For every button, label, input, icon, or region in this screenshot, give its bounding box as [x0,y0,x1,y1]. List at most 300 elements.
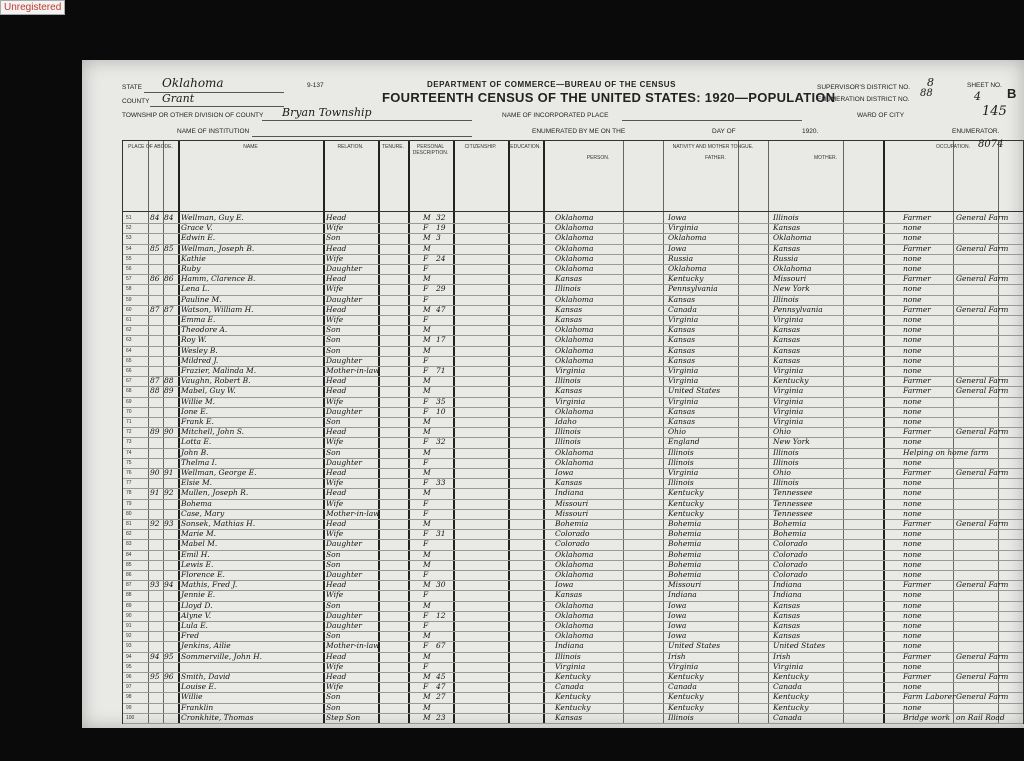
cell-occ: none [903,264,922,273]
cell-mbirth: Virginia [773,661,804,671]
cell-fam: 88 [164,376,174,386]
cell-name: Mildred J. [181,355,219,365]
cell-age: 45 [436,672,446,681]
row-number: 76 [126,470,132,476]
cell-ind: General Farm [956,580,1009,590]
cell-sex: M [423,325,431,335]
enumerator-label: ENUMERATOR. [952,128,1000,135]
row-number: 62 [126,327,132,334]
cell-fam: 90 [164,427,174,437]
cell-fbirth: Kansas [668,355,696,365]
sheet-label: SHEET NO. [967,82,1002,89]
cell-sex: F [423,539,429,549]
cell-name: Willie [181,692,203,702]
cell-sex: F [423,294,429,304]
cell-fbirth: Illinois [668,447,694,457]
cell-birth: Oklahoma [555,549,594,559]
cell-birth: Missouri [555,508,589,518]
census-title: FOURTEENTH CENSUS OF THE UNITED STATES: 1920—POPULATION [382,90,836,105]
row-number: 60 [126,306,132,313]
cell-mbirth: Bohemia [773,529,807,539]
cell-sex: M [423,447,431,457]
cell-sex: F [423,315,429,324]
row-number: 69 [126,398,132,405]
section-mother: MOTHER. [813,155,838,161]
cell-ind: General Farm [956,386,1009,396]
row-number: 72 [126,429,132,436]
cell-fbirth: Virginia [668,223,699,233]
cell-ind: General Farm [956,274,1009,284]
cell-name: Sonsek, Mathias H. [181,519,256,528]
row-number: 97 [126,684,132,691]
cell-dw: 84 [150,213,160,222]
cell-rel: Son [326,325,341,335]
cell-fbirth: Illinois [668,457,694,467]
cell-rel: Wife [326,284,344,294]
cell-rel: Head [326,488,347,498]
cell-sex: M [423,335,431,345]
cell-occ: none [903,570,922,579]
cell-name: Emil H. [181,549,210,559]
cell-mbirth: Tennessee [773,488,813,498]
census-sheet [82,60,1024,728]
cell-mbirth: Kentucky [773,702,809,712]
cell-birth: Bohemia [555,519,589,528]
cell-birth: Oklahoma [555,447,594,457]
cell-fbirth: Iowa [668,213,687,222]
cell-fbirth: Virginia [668,396,699,406]
census-grid [122,140,1024,724]
cell-mbirth: Colorado [773,570,808,579]
cell-occ: Farm Laborer [903,692,956,702]
cell-fam: 89 [164,386,174,396]
cell-occ: none [903,355,922,365]
cell-occ: none [903,325,922,335]
cell-age: 10 [436,406,446,416]
cell-fbirth: Virginia [668,315,699,324]
cell-fbirth: Ohio [668,427,686,437]
cell-rel: Wife [326,590,344,600]
cell-occ: none [903,559,922,569]
cell-sex: M [423,559,431,569]
row-number: 61 [126,317,132,323]
cell-birth: Iowa [555,580,574,590]
cell-mbirth: Kentucky [773,672,809,681]
cell-ind: General Farm [956,651,1009,661]
cell-fbirth: Iowa [668,600,687,610]
cell-fbirth: Oklahoma [668,233,707,243]
row-number: 82 [126,531,132,538]
cell-mbirth: Illinois [773,294,799,304]
cell-sex: M [423,549,431,559]
cell-age: 23 [436,712,446,722]
cell-mbirth: United States [773,641,826,651]
cell-ind: General Farm [956,672,1009,681]
cell-mbirth: Kansas [773,600,801,610]
cell-rel: Head [326,468,347,477]
cell-fbirth: Missouri [668,580,702,590]
row-number: 63 [126,337,132,344]
cell-rel: Wife [326,315,344,324]
row-number: 93 [126,643,132,650]
cell-mbirth: Virginia [773,366,804,375]
row-number: 75 [126,459,132,466]
cell-occ: none [903,682,922,692]
cell-sex: F [423,498,429,508]
cell-occ: Bridge work [903,712,950,722]
cell-mbirth: Kansas [773,335,801,345]
cell-sex: F [423,478,429,488]
cell-dw: 86 [150,274,160,284]
cell-sex: F [423,610,429,620]
cell-fbirth: United States [668,641,721,651]
cell-name: Pauline M. [181,294,222,304]
cell-mbirth: Kentucky [773,376,809,386]
cell-name: Mabel, Guy W. [181,386,236,396]
cell-name: Ruby [181,264,201,273]
cell-birth: Kansas [555,590,583,600]
cell-fam: 95 [164,651,174,661]
page-stamp: 145 [982,104,1007,119]
cell-sex: F [423,355,429,365]
cell-sex: M [423,345,431,355]
cell-fbirth: Iowa [668,610,687,620]
cell-mbirth: Illinois [773,447,799,457]
cell-occ: none [903,233,922,243]
section-name: NAME [243,144,258,150]
cell-birth: Oklahoma [555,294,594,304]
cell-name: Emma E. [181,315,216,324]
row-number: 85 [126,561,132,568]
cell-sex: M [423,417,431,426]
cell-birth: Indiana [555,488,584,498]
cell-mbirth: Kansas [773,345,801,355]
cell-rel: Son [326,559,341,569]
row-number: 65 [126,357,132,364]
section-father: FATHER. [705,155,726,161]
cell-fam: 84 [164,213,174,222]
row-number: 94 [126,653,132,660]
supervisor-value: 8 [927,76,934,89]
cell-name: Jennie E. [181,590,216,600]
cell-birth: Virginia [555,396,586,406]
cell-occ: Farmer [903,580,931,590]
cell-birth: Kansas [555,315,583,324]
cell-occ: none [903,702,922,712]
cell-age: 27 [436,692,446,702]
cell-occ: Helping on home farm [903,447,989,457]
cell-sex: F [423,264,429,273]
institution-label: NAME OF INSTITUTION [177,128,250,135]
cell-name: Jenkins, Ailie [181,641,231,651]
cell-sex: M [423,600,431,610]
incorporated-label: NAME OF INCORPORATED PLACE [502,112,609,119]
row-number: 55 [126,255,132,262]
cell-name: Alyne V. [181,610,212,620]
cell-sex: F [423,641,429,651]
cell-ind: General Farm [956,427,1009,437]
cell-birth: Indiana [555,641,584,651]
cell-sex: M [423,702,431,712]
cell-sex: M [423,712,431,722]
cell-fbirth: Kansas [668,417,696,426]
cell-rel: Son [326,335,341,345]
section-citizenship: CITIZENSHIP. [464,144,497,150]
cell-name: Hamm, Clarence B. [181,274,256,284]
cell-mbirth: Kansas [773,223,801,233]
cell-sex: M [423,672,431,681]
row-number: 52 [126,225,132,232]
row-number: 54 [126,245,132,252]
cell-name: Florence E. [181,570,225,579]
cell-age: 24 [436,253,446,263]
cell-occ: none [903,406,922,416]
cell-fbirth: Iowa [668,631,687,641]
row-number: 81 [126,521,132,527]
section-place: PLACE OF ABODE. [128,144,173,150]
cell-birth: Oklahoma [555,345,594,355]
cell-rel: Wife [326,682,344,692]
cell-name: Wellman, George E. [181,468,257,477]
cell-mbirth: Virginia [773,315,804,324]
cell-dw: 94 [150,651,160,661]
cell-fbirth: Bohemia [668,549,702,559]
cell-fbirth: Canada [668,304,697,314]
cell-birth: Virginia [555,661,586,671]
cell-sex: F [423,406,429,416]
cell-ind: General Farm [956,692,1009,702]
cell-name: Lena L. [181,284,210,294]
section-tenure: TENURE. [382,144,404,150]
cell-fbirth: Kentucky [668,508,704,518]
row-number: 92 [126,633,132,640]
section-relation: RELATION. [337,144,364,150]
cell-birth: Oklahoma [555,233,594,243]
enumeration-label: ENUMERATION DISTRICT NO. [817,96,910,103]
cell-birth: Oklahoma [555,570,594,579]
cell-rel: Daughter [326,264,362,273]
sheet-letter: B [1007,86,1017,101]
cell-fbirth: Iowa [668,621,687,630]
cell-fbirth: Bohemia [668,559,702,569]
cell-name: Franklin [181,702,214,712]
cell-fam: 94 [164,580,174,590]
state-label: STATE [122,84,142,91]
cell-mbirth: Illinois [773,478,799,488]
cell-rel: Head [326,243,347,253]
form-number: 9-137 [307,82,324,89]
cell-dw: 90 [150,468,160,477]
cell-dw: 87 [150,376,160,386]
supervisor-label: SUPERVISOR'S DISTRICT NO. [817,84,911,91]
cell-occ: none [903,366,922,375]
row-number: 66 [126,368,132,374]
cell-name: Thelma I. [181,457,217,467]
cell-sex: F [423,284,429,294]
cell-name: John B. [181,447,209,457]
row-number: 64 [126,347,132,354]
cell-fbirth: Kentucky [668,702,704,712]
cell-birth: Virginia [555,366,586,375]
cell-dw: 95 [150,672,160,681]
cell-sex: F [423,682,429,692]
cell-mbirth: Virginia [773,396,804,406]
cell-name: Edwin E. [181,233,216,243]
cell-occ: Farmer [903,672,931,681]
cell-name: Wellman, Joseph B. [181,243,255,253]
cell-birth: Oklahoma [555,457,594,467]
cell-sex: M [423,488,431,498]
cell-birth: Kentucky [555,672,591,681]
cell-fbirth: Virginia [668,366,699,375]
cell-age: 33 [436,478,446,488]
cell-sex: F [423,661,429,671]
cell-birth: Kentucky [555,702,591,712]
row-number: 88 [126,592,132,599]
cell-fbirth: Virginia [668,661,699,671]
cell-rel: Son [326,447,341,457]
cell-fbirth: Pennsylvania [668,284,718,294]
cell-mbirth: Virginia [773,386,804,396]
section-personal: PERSONAL DESCRIPTION. [412,144,449,156]
cell-fbirth: England [668,437,700,447]
cell-name: Watson, William H. [181,304,254,314]
cell-birth: Idaho [555,417,577,426]
cell-mbirth: Tennessee [773,508,813,518]
cell-fbirth: Kentucky [668,498,704,508]
row-number: 91 [126,623,132,629]
cell-fbirth: Indiana [668,590,697,600]
cell-birth: Kentucky [555,692,591,702]
cell-fbirth: Kansas [668,345,696,355]
cell-mbirth: Kansas [773,325,801,335]
cell-age: 32 [436,213,446,222]
cell-age: 35 [436,396,446,406]
cell-age: 67 [436,641,446,651]
cell-name: Fred [181,631,200,641]
cell-birth: Oklahoma [555,213,594,222]
cell-birth: Kansas [555,304,583,314]
cell-rel: Mother-in-law [326,508,380,518]
cell-sex: F [423,223,429,233]
cell-fbirth: Kansas [668,406,696,416]
cell-fbirth: Bohemia [668,539,702,549]
cell-rel: Head [326,519,347,528]
cell-mbirth: Virginia [773,417,804,426]
cell-occ: Farmer [903,376,931,386]
cell-fbirth: Kentucky [668,274,704,284]
cell-rel: Son [326,345,341,355]
row-number: 95 [126,663,132,670]
cell-birth: Kansas [555,274,583,284]
cell-rel: Daughter [326,457,362,467]
cell-birth: Illinois [555,651,581,661]
cell-name: Louise E. [181,682,217,692]
cell-rel: Wife [326,396,344,406]
cell-fbirth: Kentucky [668,488,704,498]
cell-fbirth: United States [668,386,721,396]
row-number: 67 [126,378,132,385]
township-value: Bryan Township [282,106,372,119]
cell-dw: 85 [150,243,160,253]
cell-ind: General Farm [956,376,1009,386]
cell-fbirth: Kansas [668,325,696,335]
cell-mbirth: New York [773,284,810,294]
cell-sex: F [423,508,429,518]
cell-fbirth: Russia [668,253,694,263]
cell-birth: Oklahoma [555,355,594,365]
cell-rel: Head [326,274,347,284]
cell-occ: none [903,457,922,467]
cell-mbirth: Kansas [773,621,801,630]
cell-mbirth: Kansas [773,355,801,365]
cell-rel: Head [326,672,347,681]
enumerated-label: ENUMERATED BY ME ON THE [532,128,626,135]
cell-occ: Farmer [903,519,931,528]
cell-sex: M [423,376,431,386]
cell-ind: General Farm [956,213,1009,222]
cell-fbirth: Illinois [668,712,694,722]
cell-sex: F [423,457,429,467]
cell-name: Mathis, Fred J. [181,580,238,590]
cell-fbirth: Bohemia [668,529,702,539]
row-number: 68 [126,388,132,395]
cell-sex: M [423,274,431,284]
cell-rel: Daughter [326,610,362,620]
cell-age: 71 [436,366,446,375]
sheet-value: 4 [974,90,981,103]
cell-occ: none [903,610,922,620]
cell-ind: on Rail Road [956,712,1005,722]
cell-birth: Oklahoma [555,264,594,273]
cell-fam: 96 [164,672,174,681]
cell-rel: Daughter [326,621,362,630]
cell-birth: Missouri [555,498,589,508]
cell-mbirth: Missouri [773,274,807,284]
county-label: COUNTY [122,98,150,105]
cell-mbirth: Kansas [773,610,801,620]
row-number: 74 [126,449,132,456]
cell-fbirth: Bohemia [668,519,702,528]
cell-sex: M [423,427,431,437]
cell-name: Elsie M. [181,478,213,488]
cell-occ: none [903,539,922,549]
cell-rel: Wife [326,253,344,263]
cell-occ: none [903,345,922,355]
unregistered-watermark: Unregistered [0,0,65,15]
cell-name: Sommerville, John H. [181,651,263,661]
cell-mbirth: Virginia [773,406,804,416]
cell-sex: F [423,396,429,406]
cell-rel: Son [326,233,341,243]
row-number: 73 [126,439,132,446]
cell-sex: F [423,366,429,375]
cell-age: 47 [436,682,446,692]
cell-occ: Farmer [903,213,931,222]
cell-rel: Wife [326,478,344,488]
cell-sex: F [423,590,429,600]
cell-mbirth: Canada [773,682,802,692]
cell-rel: Head [326,304,347,314]
cell-rel: Head [326,213,347,222]
cell-occ: none [903,549,922,559]
cell-age: 32 [436,437,446,447]
cell-sex: M [423,386,431,396]
cell-sex: F [423,253,429,263]
cell-rel: Son [326,631,341,641]
township-label: TOWNSHIP OR OTHER DIVISION OF COUNTY [122,112,264,119]
cell-rel: Daughter [326,406,362,416]
